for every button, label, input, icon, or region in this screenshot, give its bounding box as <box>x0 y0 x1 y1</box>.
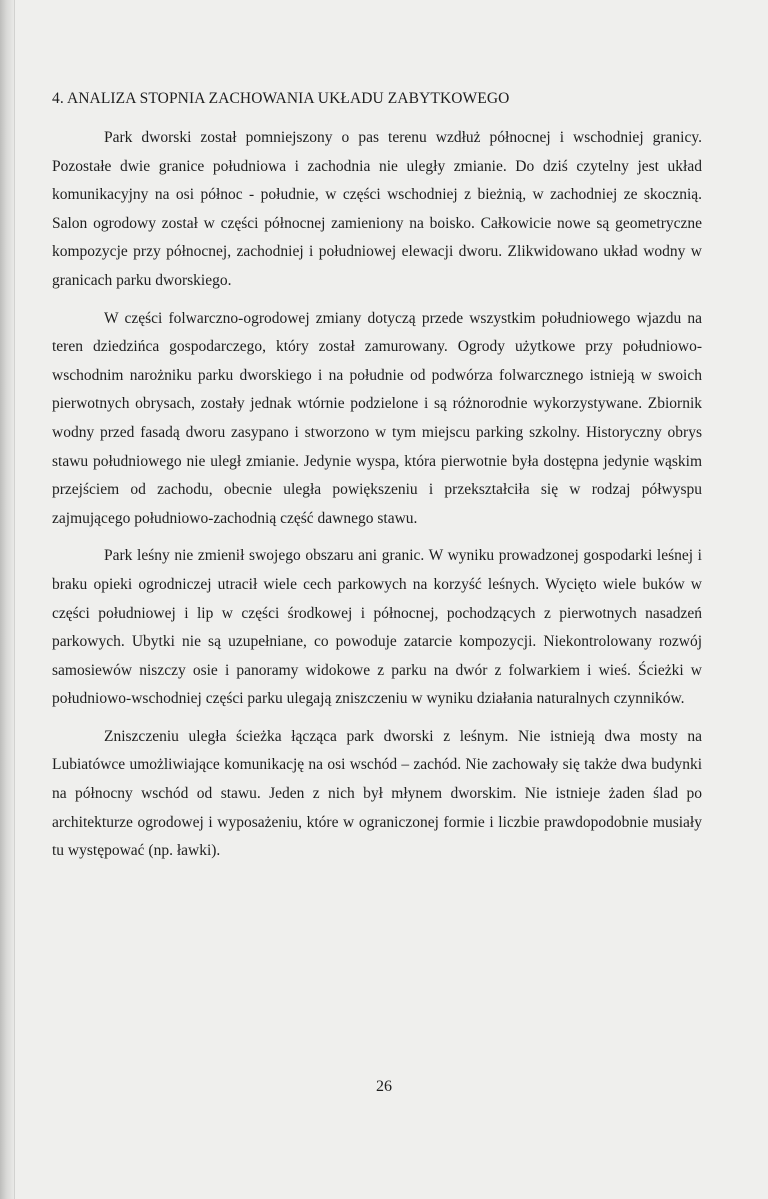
paragraph-park-lesny: Park leśny nie zmienił swojego obszaru ani granic. W wyniku prowadzonej gospodarki leśnej i braku opieki ogrodniczej utracił wiele cech parkowych na korzyść leśnych. Wycięto wiele buków w części południowej i lip w części środkowej i północnej, pochodzących z pierwotnych nasadzeń parkowych. Ubytki nie są uzupełniane, co powoduje zatarcie kompozycji. Niekontrolowany rozwój samosiewów niszczy osie i panoramy widokowe z parku na dwór z folwarkiem i wieś. Ścieżki w południowo-wschodniej części parku ulegają zniszczeniu w wyniku działania naturalnych czynników. <box>52 547 702 708</box>
paragraph-park-dworski: Park dworski został pomniejszony o pas terenu wzdłuż północnej i wschodniej granicy. Pozostałe dwie granice południowa i zachodnia nie uległy zmianie. Do dziś czytelny jest układ komunikacyjny na osi północ - południe, w części wschodniej z bieżnią, w zachodniej ze skocznią. Salon ogrodowy został w części północnej zamieniony na boisko. Całkowicie nowe są geometryczne kompozycje przy północnej, zachodniej i południowej elewacji dworu. Zlikwidowano układ wodny w granicach parku dworskiego. <box>52 129 702 289</box>
paragraph-folwark: W części folwarczno-ogrodowej zmiany dotyczą przede wszystkim południowego wjazdu na teren dziedzińca gospodarczego, który został zamurowany. Ogrody użytkowe przy południowo-wschodnim narożniku parku dworskiego i na południe od podwórza folwarcznego istnieją w swoich pierwotnych obrysach, zostały jednak wtórnie podzielone i są różnorodnie wykorzystywane. Zbiornik wodny przed fasadą dworu zasypano i stworzono w tym miejscu parking szkolny. Historyczny obrys stawu południowego nie uległ zmianie. Jedynie wyspa, która pierwotnie była dostępna jedynie wąskim przejściem od zachodu, obecnie uległa powiększeniu i przekształciła się w rodzaj półwyspu zajmującego południowo-zachodnią część dawnego stawu. <box>52 309 702 527</box>
page-number: 26 <box>376 1078 392 1095</box>
section-heading: 4. ANALIZA STOPNIA ZACHOWANIA UKŁADU ZABYTKOWEGO <box>52 90 510 107</box>
page-binding-edge <box>0 0 14 1199</box>
paragraph-zniszczenia: Zniszczeniu uległa ścieżka łącząca park dworski z leśnym. Nie istnieją dwa mosty na Lubiatówce umożliwiające komunikację na osi wschód – zachód. Nie zachowały się także dwa budynki na północny wschód od stawu. Jeden z nich był młynem dworskim. Nie istnieje żaden ślad po architekturze ogrodowej i wyposażeniu, które w ograniczonej formie i liczbie prawdopodobnie musiały tu występować (np. ławki). <box>52 727 702 860</box>
document-page <box>52 88 702 875</box>
binding-line <box>14 0 15 1199</box>
